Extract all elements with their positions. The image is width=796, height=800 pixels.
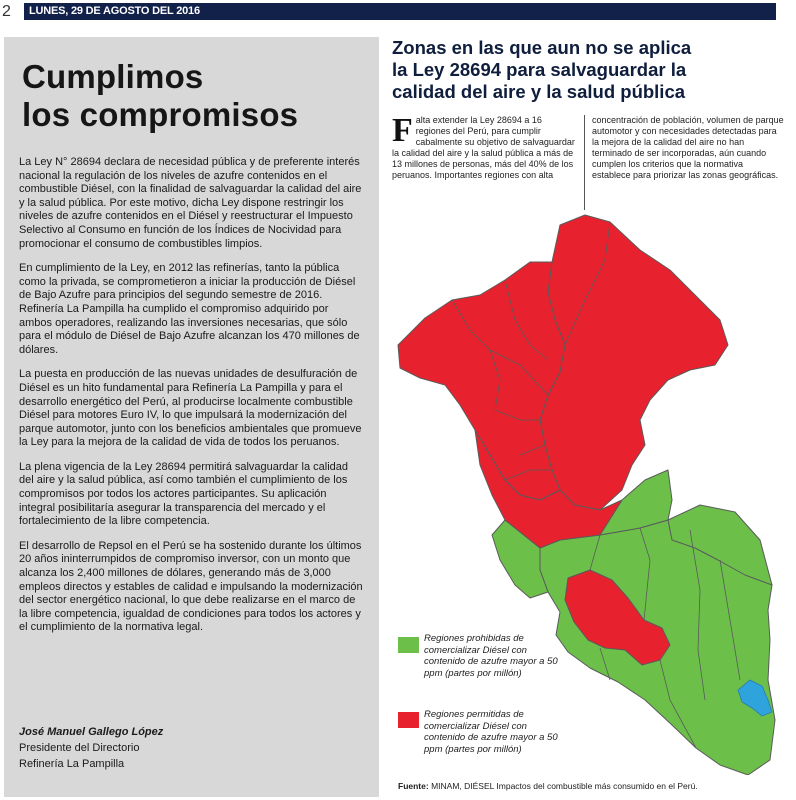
source-text: MINAM, DIÉSEL Impactos del combustible más consumido en el Perú. [428, 781, 698, 791]
page-header [0, 0, 796, 26]
source-note [398, 781, 698, 791]
page-number: 2 [2, 3, 11, 20]
signature-role: Presidente del Directorio [19, 742, 140, 754]
date-band: LUNES, 29 DE AGOSTO DEL 2016 [24, 3, 776, 20]
intro-text-1: alta extender la Ley 28694 a 16 regiones del Perú, para cumplir cabalmente su objetivo de salvaguardar la calidad del aire y la salud pública a más de 13 millones de personas, más del 40% de los peruanos. Importantes regiones con alta [392, 115, 575, 180]
map-region-red [540, 215, 728, 510]
article-headline [22, 58, 298, 134]
article-paragraph: La plena vigencia de la Ley 28694 permitirá salvaguardar la calidad del aire y la salud pública, así como también el cumplimiento de los compromisos por todos los actores participantes. Su aplicación integral posibilitaría asegurar la transparencia del mercado y el fortalecimiento de la libre competencia. [19, 460, 348, 528]
peru-region-map [388, 205, 792, 775]
legend-label-red: Regiones permitidas de comercializar Diésel con contenido de azufre mayor a 50 ppm (partes por millón) [424, 709, 558, 755]
signature-name: José Manuel Gallego López [19, 726, 164, 738]
drop-cap: F [392, 112, 413, 149]
article-paragraph: En cumplimiento de la Ley, en 2012 las refinerías, tanto la pública como la privada, se comprometieron a iniciar la producción de Diésel de Bajo Azufre para principios del segundo semestre de 2016. Refinería La Pampilla ha cumplido el compromiso adquirido por ambos operadores, realizando las inversiones necesarias, que sólo para el módulo de Diésel de Bajo Azufre alcanzan los 470 millones de dólares. [19, 262, 360, 356]
headline-line-1: Cumplimos [22, 58, 204, 95]
infographic-intro-col-1 [392, 112, 578, 181]
article-paragraph: La puesta en producción de las nuevas unidades de desulfuración de Diésel es un hito fundamental para Refinería La Pampilla y para el desarrollo energético del Perú, al producirse localmente combustible Diésel para motores Euro IV, lo que impulsará la modernización del parque automotor, junto con los beneficios ambientales que promueve la Ley para la mejora de la calidad de vida de todos los peruanos. [19, 368, 362, 449]
column-divider [584, 115, 585, 210]
legend-swatch-red [398, 712, 419, 728]
source-label: Fuente: [398, 781, 429, 791]
article-paragraph: La Ley N° 28694 declara de necesidad pública y de preferente interés nacional la regulación de los niveles de azufre contenidos en el combustible Diésel, con la finalidad de salvaguardar la calidad del aire y la salud pública. Por este motivo, dicha Ley dispone restringir los niveles de azufre contenidos en el Diésel y reestructurar el Impuesto Selectivo al Consumo en función de los Índices de Nocividad para promocionar el consumo de combustibles limpios. [19, 156, 362, 250]
headline-line-2: los compromisos [22, 96, 299, 133]
article-paragraph: El desarrollo de Repsol en el Perú se ha sostenido durante los últimos 20 años ininterrumpidos de compromiso inversor, con un monto que alcanza los 2,400 millones de dólares, generando más de 3,000 empleos directos y estables de calidad e impulsando la modernización del sector energético nacional, lo que debe realizarse en el marco de la libre competencia, igualdad de condiciones para todos los actores y el cumplimiento de la normativa legal. [19, 539, 363, 634]
infographic-title [392, 37, 787, 103]
infographic-title-line-1: Zonas en las que aun no se aplica [392, 37, 692, 58]
signature-block [19, 724, 364, 772]
legend-swatch-green [398, 637, 419, 653]
signature-company: Refinería La Pampilla [19, 758, 125, 770]
infographic-title-line-2: la Ley 28694 para salvaguardar la [392, 59, 687, 80]
article-body [19, 156, 364, 646]
infographic-intro-col-2: concentración de población, volumen de parque automotor y con necesidades detectadas para la mejora de la calidad del aire no han terminado de ser incorporadas, aún cuando cumplen los criterios que la normativa establece para priorizar las zonas geográficas. [592, 115, 784, 180]
legend-label-green: Regiones prohibidas de comercializar Diésel con contenido de azufre mayor a 50 ppm (partes por millón) [424, 633, 558, 679]
infographic-title-line-3: calidad del aire y la salud pública [392, 81, 686, 102]
